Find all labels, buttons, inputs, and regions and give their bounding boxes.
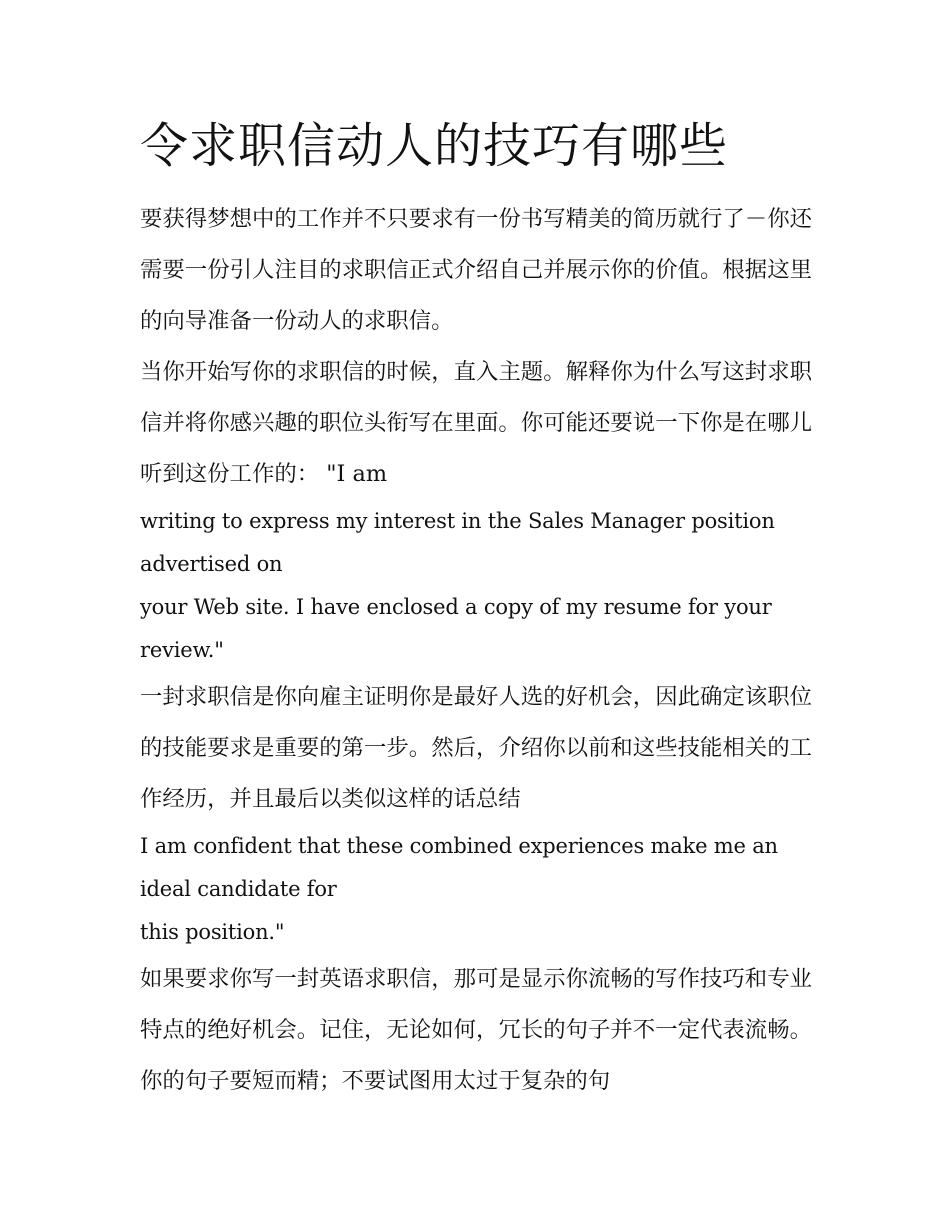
paragraph-skills: 一封求职信是你向雇主证明你是最好人选的好机会，因此确定该职位的技能要求是重要的第一步。然后，介绍你以前和这些技能相关的工作经历，并且最后以类似这样的话总结 [140,684,812,812]
paragraph-skills-english-line-1: I am confident that these combined experiences make me an ideal candidate for [140,834,778,901]
document-page [140,112,812,1107]
paragraph-opening: 当你开始写你的求职信的时候，直入主题。解释你为什么写这封求职信并将你感兴趣的职位头衔写在里面。你可能还要说一下你是在哪儿听到这份工作的： "I am [140,359,812,487]
page-title: 令求职信动人的技巧有哪些 [140,118,729,174]
paragraph-english-letter: 如果要求你写一封英语求职信，那可是显示你流畅的写作技巧和专业特点的绝好机会。记住，无论如何，冗长的句子并不一定代表流畅。你的句子要短而精；不要试图用太过于复杂的句 [140,966,812,1094]
paragraph-opening-english-line-2: your Web site. I have enclosed a copy of my resume for your review." [140,595,772,662]
paragraph-skills-english-line-2: this position." [140,920,285,944]
paragraph-opening-english-line-1: writing to express my interest in the Sales Manager position advertised on [140,509,775,576]
paragraph-intro: 要获得梦想中的工作并不只要求有一份书写精美的简历就行了－你还需要一份引人注目的求职信正式介绍自己并展示你的价值。根据这里的向导准备一份动人的求职信。 [140,206,812,334]
